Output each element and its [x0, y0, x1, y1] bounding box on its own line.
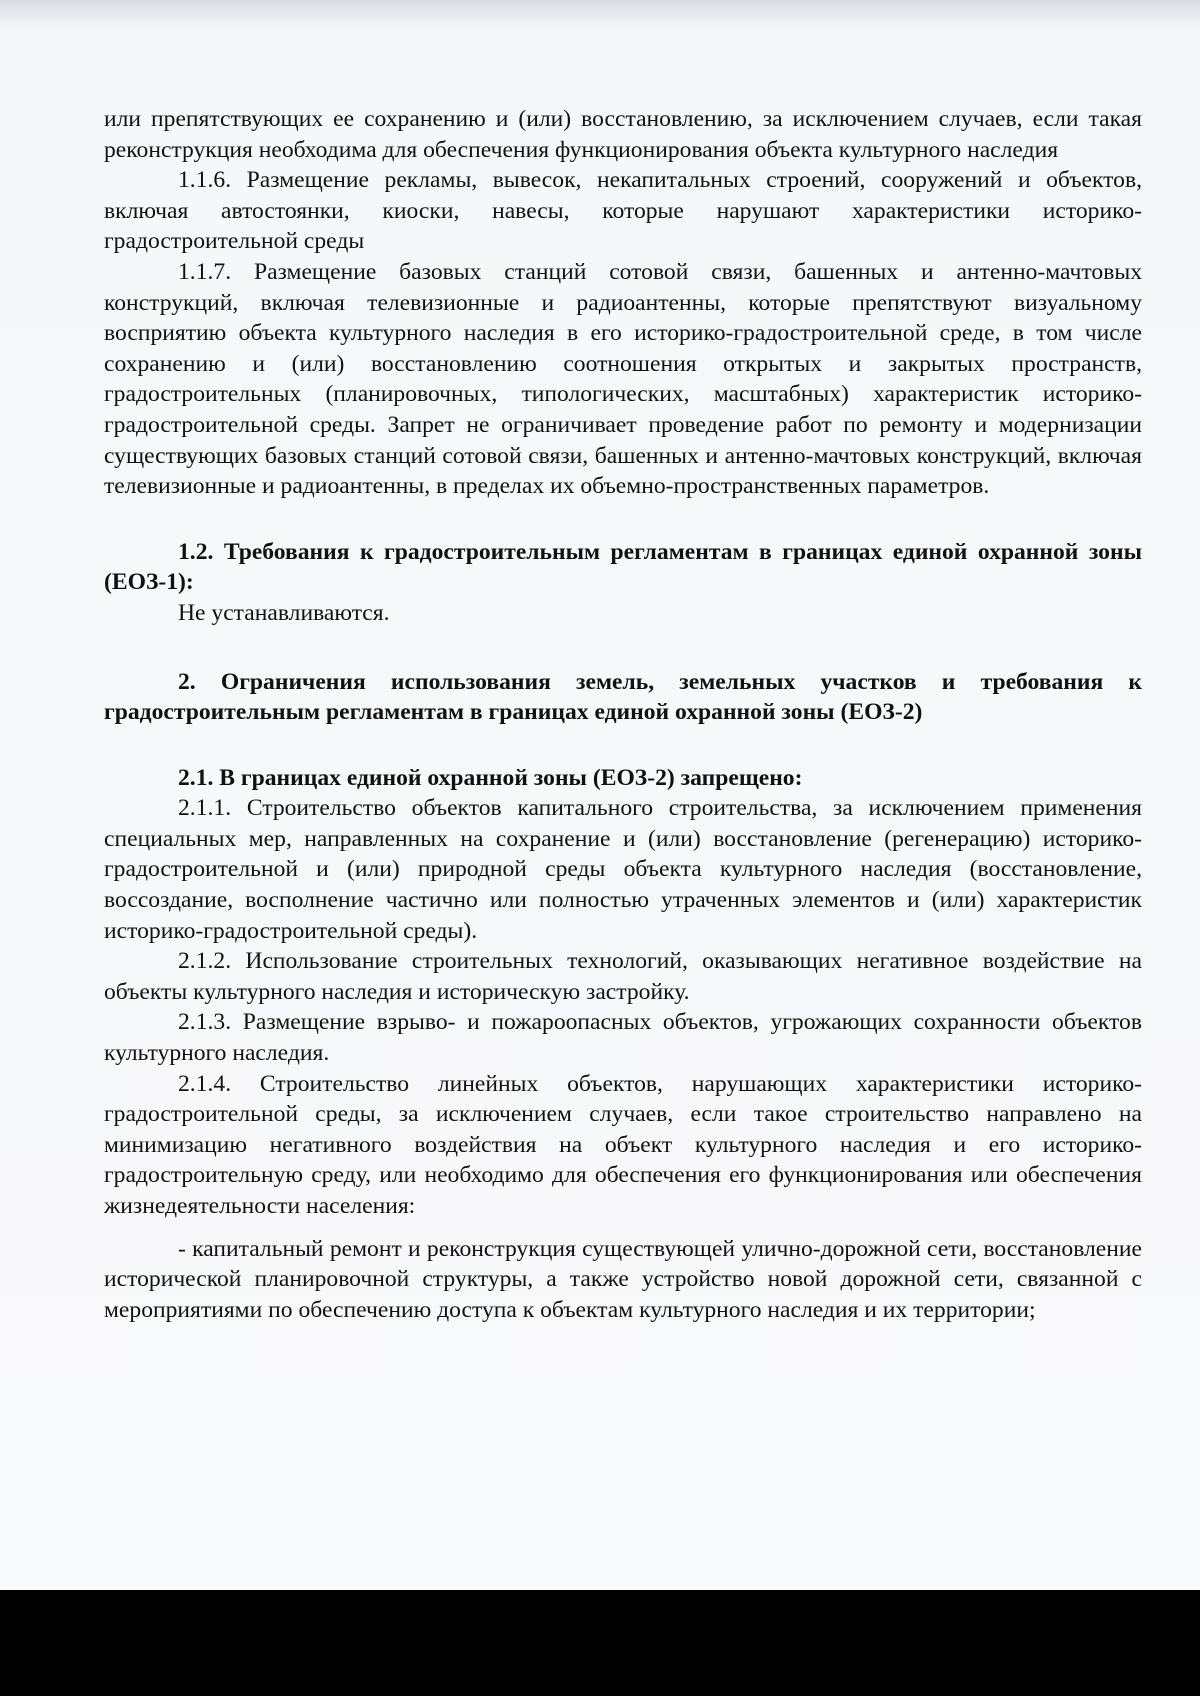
paragraph-1-1-6: 1.1.6. Размещение рекламы, вывесок, некапитальных строений, сооружений и объектов, включая автостоянки, киоски, навесы, которые нарушают характеристики историко-градостроительной среды	[104, 167, 1142, 255]
paragraph-continuation: или препятствующих ее сохранению и (или) восстановлению, за исключением случаев, если такая реконструкция необходима для обеспечения функционирования объекта культурного наследия	[104, 106, 1142, 163]
paragraph-2-1-1: 2.1.1. Строительство объектов капитального строительства, за исключением применения специальных мер, направленных на сохранение и (или) восстановление (регенерацию) историко-градостроительной и (или) природной среды объекта культурного наследия (восстановление, воссоздание, восполнение частично или полностью утраченных элементов и (или) характеристик историко-градостроительной среды).	[104, 795, 1142, 944]
paragraph-2-1-2: 2.1.2. Использование строительных технологий, оказывающих негативное воздействие на объекты культурного наследия и историческую застройку.	[104, 948, 1142, 1005]
scan-bottom-black-band	[0, 1590, 1200, 1696]
list-item-capital-repair: - капитальный ремонт и реконструкция существующей улично-дорожной сети, восстановление исторической планировочной структуры, а также устройство новой дорожной сети, связанной с мероприятиями по обеспечению доступа к объектам культурного наследия и их территории;	[104, 1235, 1142, 1323]
paragraph-1-1-7: 1.1.7. Размещение базовых станций сотовой связи, башенных и антенно-мачтовых конструкций, включая телевизионные и радиоантенны, которые препятствуют визуальному восприятию объекта культурного наследия в его историко-градостроительной среде, в том числе сохранению и (или) восстановлению соотношения открытых и закрытых пространств, градостроительных (планировочных, типологических, масштабных) характеристик историко-градостроительной среды. Запрет не ограничивает проведение работ по ремонту и модернизации существующих базовых станций сотовой связи, башенных и антенно-мачтовых конструкций, включая телевизионные и радиоантенны, в пределах их объемно-пространственных параметров.	[104, 258, 1142, 500]
heading-1-2: 1.2. Требования к градостроительным регламентам в границах единой охранной зоны (ЕОЗ-1):	[104, 538, 1142, 596]
document-text	[104, 104, 1142, 1325]
paragraph-2-1-3: 2.1.3. Размещение взрыво- и пожароопасных объектов, угрожающих сохранности объектов культурного наследия.	[104, 1009, 1142, 1067]
scan-edge-shadow	[0, 0, 1200, 28]
paragraph-2-1-4: 2.1.4. Строительство линейных объектов, нарушающих характеристики историко-градостроительной среды, за исключением случаев, если такое строительство направлено на минимизацию негативного воздействия на объект культурного наследия и его историко-градостроительную среду, или необходимо для обеспечения его функционирования или обеспечения жизнедеятельности населения:	[104, 1070, 1142, 1219]
paragraph-not-established: Не устанавливаются.	[178, 599, 390, 626]
heading-section-2: 2. Ограничения использования земель, земельных участков и требования к градостроительным регламентам в границах единой охранной зоны (ЕОЗ-2)	[104, 668, 1142, 726]
heading-2-1: 2.1. В границах единой охранной зоны (ЕОЗ-2) запрещено:	[178, 764, 803, 791]
